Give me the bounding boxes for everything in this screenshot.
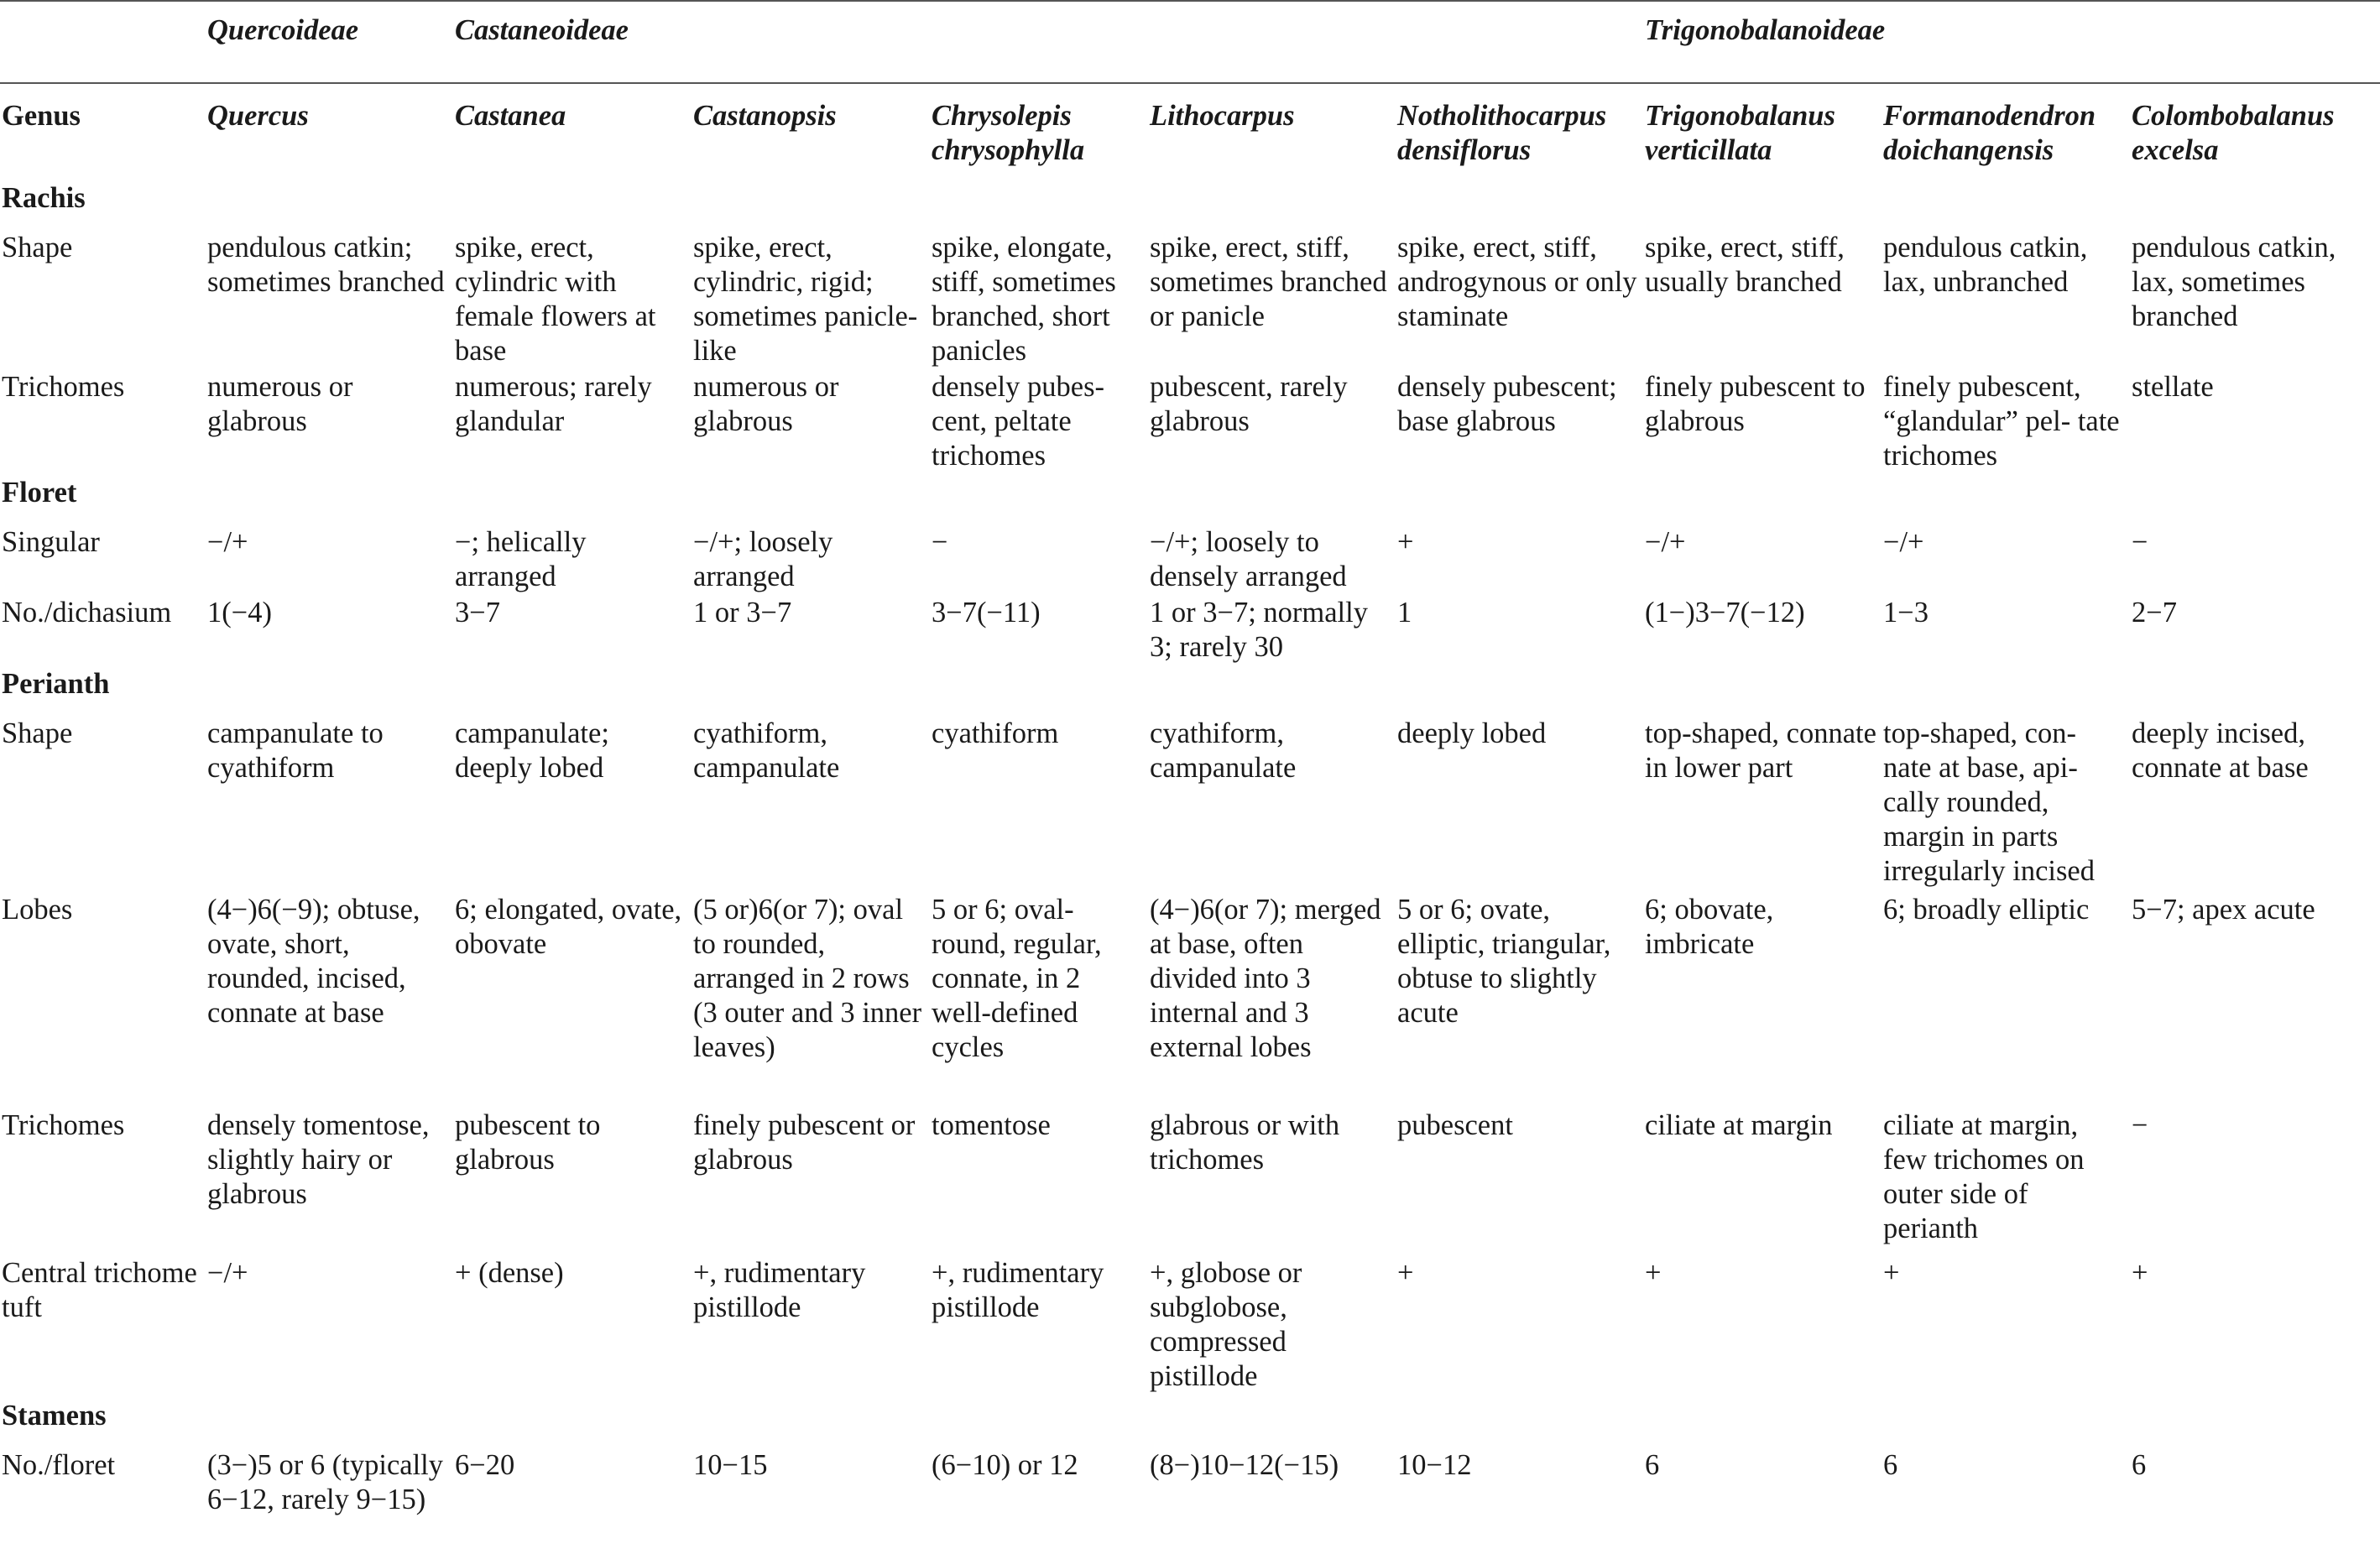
table-cell: −/+ — [1883, 526, 1924, 558]
table-row — [0, 229, 2380, 368]
table-cell: tomentose — [932, 1109, 1051, 1141]
table-cell: 5 or 6; ovate, elliptic, triangular, obtuse to slightly acute — [1397, 894, 1611, 1029]
table-cell: 6; elongated, ovate, obovate — [455, 894, 682, 960]
table-cell: 6 — [1883, 1449, 1898, 1481]
table-cell: spike, elongate, stiff, sometimes branched, short panicles — [932, 232, 1116, 367]
row-label: Trichomes — [2, 1109, 125, 1141]
table-row — [0, 1447, 2380, 1549]
table-cell: (3−)5 or 6 (typically 6−12, rarely 9−15) — [207, 1449, 444, 1515]
table-cell: deeply lobed — [1397, 717, 1547, 749]
table-cell: + — [1645, 1257, 1662, 1289]
table-cell: pendulous catkin; sometimes branched — [207, 232, 445, 298]
table-cell: pubescent — [1397, 1109, 1513, 1141]
table-cell: −/+ — [1645, 526, 1686, 558]
genus-chrysolepis: Chrysolepis chrysophylla — [932, 100, 1085, 166]
table-cell: cyathiform — [932, 717, 1059, 749]
table-cell: spike, erect, stiff, androgynous or only staminate — [1397, 232, 1637, 332]
table-cell: (4−)6(or 7); merged at base, often divided into 3 internal and 3 external lobes — [1150, 894, 1381, 1063]
table-cell: (1−)3−7(−12) — [1645, 597, 1805, 628]
table-cell: 6 — [2132, 1449, 2147, 1481]
table-cell: pendulous catkin, lax, unbranched — [1883, 232, 2088, 298]
subfamily-trigonobalanoideae: Trigonobalanoideae — [1645, 1, 2380, 83]
table-cell: −/+; loosely to densely arranged — [1150, 526, 1347, 592]
row-label: Shape — [2, 717, 73, 749]
table-row — [0, 368, 2380, 473]
table-cell: 3−7(−11) — [932, 597, 1041, 628]
table-cell: + — [1397, 1257, 1414, 1289]
table-row — [0, 594, 2380, 665]
table-cell: deeply incised, connate at base — [2132, 717, 2309, 784]
table-cell: + (dense) — [455, 1257, 564, 1289]
table-cell: spike, erect, stiff, usually branched — [1645, 232, 1845, 298]
section-title: Rachis — [2, 182, 86, 214]
table-cell: + — [1883, 1257, 1900, 1289]
genus-formanodendron: Formanodendron doichangensis — [1883, 100, 2096, 166]
table-cell: 6−20 — [455, 1449, 515, 1481]
table-cell: + — [1397, 526, 1414, 558]
table-row — [0, 891, 2380, 1107]
table-cell: campanulate; deeply lobed — [455, 717, 609, 784]
genus-castanopsis: Castanopsis — [693, 100, 837, 132]
table-cell: 5 or 6; oval- round, regular, connate, in 2 well-defined cycles — [932, 894, 1102, 1063]
genus-lithocarpus: Lithocarpus — [1150, 100, 1295, 132]
table-cell: 5−7; apex acute — [2132, 894, 2315, 926]
table-cell: 6; broadly elliptic — [1883, 894, 2090, 926]
table-cell: numerous or glabrous — [207, 371, 353, 437]
subfamily-header-row — [0, 1, 2380, 83]
subfamily-empty-cell — [0, 1, 207, 83]
genus-notholithocarpus: Notholithocarpus densiflorus — [1397, 100, 1607, 166]
table-cell: densely pubescent; base glabrous — [1397, 371, 1617, 437]
table-cell: −; helically arranged — [455, 526, 587, 592]
table-cell: 6; obovate, imbricate — [1645, 894, 1774, 960]
table-cell: top-shaped, con- nate at base, api- cally rounded, margin in parts irregularly incised — [1883, 717, 2095, 887]
genus-quercus: Quercus — [207, 100, 309, 132]
table-cell: 6 — [1645, 1449, 1660, 1481]
table-cell: ciliate at margin, few trichomes on outer side of perianth — [1883, 1109, 2085, 1244]
table-cell: 3−7 — [455, 597, 500, 628]
table-cell: densely tomentose, slightly hairy or glabrous — [207, 1109, 430, 1210]
table-cell: cyathiform, campanulate — [693, 717, 840, 784]
table-cell: glabrous or with trichomes — [1150, 1109, 1340, 1176]
table-cell: + — [2132, 1257, 2148, 1289]
table-cell: −/+ — [207, 526, 248, 558]
table-cell: 2−7 — [2132, 597, 2177, 628]
section-heading-row — [0, 473, 2380, 524]
table-row — [0, 524, 2380, 594]
table-cell: ciliate at margin — [1645, 1109, 1833, 1141]
table-cell: finely pubescent, “glandular” pel- tate trichomes — [1883, 371, 2120, 472]
table-cell: spike, erect, cylindric with female flowers at base — [455, 232, 656, 367]
genus-castanea: Castanea — [455, 100, 566, 132]
subfamily-quercoideae: Quercoideae — [207, 1, 455, 83]
table-cell: pubescent, rarely glabrous — [1150, 371, 1348, 437]
table-cell: 1 — [1397, 597, 1412, 628]
table-cell: spike, erect, stiff, sometimes branched or panicle — [1150, 232, 1387, 332]
table-cell: spike, erect, cylindric, rigid; sometimes panicle-like — [693, 232, 918, 367]
row-label: Shape — [2, 232, 73, 263]
row-label: Trichomes — [2, 371, 125, 403]
table-cell: 1 or 3−7 — [693, 597, 792, 628]
table-row — [0, 715, 2380, 891]
table-cell: +, rudimentary pistillode — [932, 1257, 1104, 1323]
genus-colombobalanus: Colombobalanus excelsa — [2132, 100, 2335, 166]
table-cell: −/+ — [207, 1257, 248, 1289]
table-cell: numerous or glabrous — [693, 371, 839, 437]
table-cell: − — [932, 526, 948, 558]
row-label: No./dichasium — [2, 597, 172, 628]
table-cell: +, rudimentary pistillode — [693, 1257, 866, 1323]
table-cell: 10−15 — [693, 1449, 768, 1481]
section-heading-row — [0, 665, 2380, 715]
genus-header-row — [0, 83, 2380, 179]
table-cell: (4−)6(−9); obtuse, ovate, short, rounded, incised, connate at base — [207, 894, 420, 1029]
table-cell: pendulous catkin, lax, sometimes branched — [2132, 232, 2336, 332]
table-cell: top-shaped, connate in lower part — [1645, 717, 1876, 784]
row-label: No./floret — [2, 1449, 116, 1481]
table-cell: −/+; loosely arranged — [693, 526, 833, 592]
table-cell: +, globose or subglobose, compressed pistillode — [1150, 1257, 1302, 1392]
row-label: Central trichome tuft — [2, 1257, 197, 1323]
table-cell: (6−10) or 12 — [932, 1449, 1078, 1481]
genus-label: Genus — [2, 100, 81, 132]
table-cell: − — [2132, 526, 2148, 558]
section-title: Stamens — [2, 1400, 107, 1432]
section-heading-row — [0, 179, 2380, 229]
table-cell: (5 or)6(or 7); oval to rounded, arranged in 2 rows (3 outer and 3 inner leaves) — [693, 894, 922, 1063]
genus-trigonobalanus: Trigonobalanus verticillata — [1645, 100, 1835, 166]
section-title: Floret — [2, 477, 77, 509]
table-cell: campanulate to cyathiform — [207, 717, 384, 784]
table-cell: densely pubes- cent, peltate trichomes — [932, 371, 1104, 472]
table-cell: 1 or 3−7; normally 3; rarely 30 — [1150, 597, 1368, 663]
table-cell: finely pubescent to glabrous — [1645, 371, 1866, 437]
table-cell: 1(−4) — [207, 597, 272, 628]
row-label: Lobes — [2, 894, 73, 926]
row-label: Singular — [2, 526, 100, 558]
table-cell: finely pubescent or glabrous — [693, 1109, 916, 1176]
table-row — [0, 1107, 2380, 1254]
table-cell: numerous; rarely glandular — [455, 371, 652, 437]
table-cell: 10−12 — [1397, 1449, 1472, 1481]
table-cell: − — [2132, 1109, 2148, 1141]
table-cell: pubescent to glabrous — [455, 1109, 601, 1176]
table-cell: 1−3 — [1883, 597, 1929, 628]
section-heading-row — [0, 1396, 2380, 1447]
section-title: Perianth — [2, 668, 110, 700]
table-cell: stellate — [2132, 371, 2214, 403]
subfamily-castaneoideae: Castaneoideae — [455, 1, 1645, 83]
table-cell: (8−)10−12(−15) — [1150, 1449, 1339, 1481]
table-row — [0, 1254, 2380, 1396]
table-cell: cyathiform, campanulate — [1150, 717, 1297, 784]
